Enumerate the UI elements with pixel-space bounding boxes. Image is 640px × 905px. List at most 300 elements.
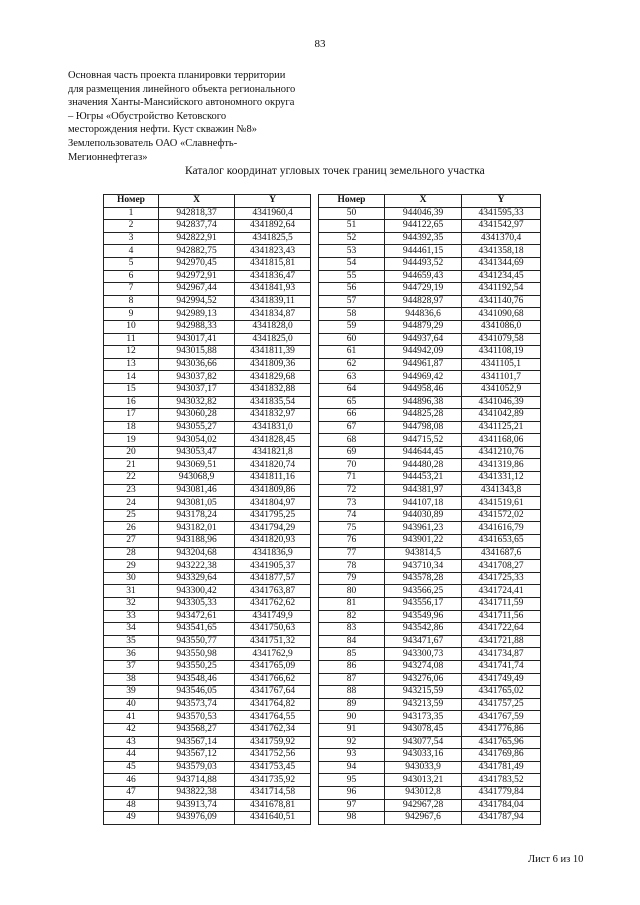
- y-coordinate: 4341749,9: [235, 610, 311, 623]
- y-coordinate: 4341572,02: [462, 509, 541, 522]
- table-row: [104, 774, 311, 787]
- table-row: [319, 497, 541, 510]
- point-number: 52: [319, 232, 385, 245]
- point-number: 81: [319, 598, 385, 611]
- x-coordinate: 942822,91: [159, 232, 235, 245]
- point-number: 49: [104, 812, 159, 825]
- point-number: 40: [104, 698, 159, 711]
- y-coordinate: 4341828,0: [235, 320, 311, 333]
- y-coordinate: 4341046,39: [462, 396, 541, 409]
- point-number: 16: [104, 396, 159, 409]
- table-row: [319, 648, 541, 661]
- point-number: 24: [104, 497, 159, 510]
- point-number: 30: [104, 572, 159, 585]
- x-coordinate: 942967,6: [385, 812, 462, 825]
- point-number: 38: [104, 673, 159, 686]
- catalog-title: Каталог координат угловых точек границ земельного участка: [185, 165, 485, 177]
- point-number: 96: [319, 786, 385, 799]
- point-number: 48: [104, 799, 159, 812]
- table-row: [319, 623, 541, 636]
- point-number: 5: [104, 257, 159, 270]
- point-number: 27: [104, 535, 159, 548]
- description-line: Землепользователь ОАО «Славнефть-: [68, 137, 238, 149]
- y-coordinate: 4341653,65: [462, 535, 541, 548]
- x-coordinate: 943188,96: [159, 535, 235, 548]
- x-coordinate: 943069,51: [159, 459, 235, 472]
- coordinates-table-right: [318, 194, 541, 825]
- x-coordinate: 942818,37: [159, 207, 235, 220]
- x-coordinate: 943222,38: [159, 560, 235, 573]
- y-coordinate: 4341820,93: [235, 535, 311, 548]
- y-coordinate: 4341815,81: [235, 257, 311, 270]
- point-number: 42: [104, 723, 159, 736]
- point-number: 1: [104, 207, 159, 220]
- table-row: [319, 635, 541, 648]
- x-coordinate: 942970,45: [159, 257, 235, 270]
- table-row: [104, 648, 311, 661]
- point-number: 43: [104, 736, 159, 749]
- table-row: [319, 522, 541, 535]
- y-coordinate: 4341781,49: [462, 761, 541, 774]
- table-row: [319, 232, 541, 245]
- point-number: 6: [104, 270, 159, 283]
- point-number: 68: [319, 434, 385, 447]
- table-row: [319, 660, 541, 673]
- x-coordinate: 943567,12: [159, 749, 235, 762]
- table-row: [319, 547, 541, 560]
- y-coordinate: 4341795,25: [235, 509, 311, 522]
- x-coordinate: 942967,28: [385, 799, 462, 812]
- table-row: [319, 711, 541, 724]
- table-row: [319, 383, 541, 396]
- table-row: [104, 207, 311, 220]
- table-row: [319, 673, 541, 686]
- point-number: 61: [319, 346, 385, 359]
- description-line: месторождения нефти. Куст скважин №8»: [68, 124, 257, 136]
- table-row: [104, 686, 311, 699]
- table-row: [104, 270, 311, 283]
- y-coordinate: 4341877,57: [235, 572, 311, 585]
- x-coordinate: 942994,52: [159, 295, 235, 308]
- table-row: [104, 598, 311, 611]
- y-coordinate: 4341762,34: [235, 723, 311, 736]
- point-number: 71: [319, 472, 385, 485]
- point-number: 14: [104, 371, 159, 384]
- x-coordinate: 944961,87: [385, 358, 462, 371]
- point-number: 32: [104, 598, 159, 611]
- y-coordinate: 4341616,79: [462, 522, 541, 535]
- y-coordinate: 4341734,87: [462, 648, 541, 661]
- y-coordinate: 4341762,9: [235, 648, 311, 661]
- x-coordinate: 943033,16: [385, 749, 462, 762]
- point-number: 64: [319, 383, 385, 396]
- point-number: 84: [319, 635, 385, 648]
- x-coordinate: 942967,44: [159, 283, 235, 296]
- table-row: [104, 472, 311, 485]
- point-number: 21: [104, 459, 159, 472]
- x-coordinate: 943173,35: [385, 711, 462, 724]
- table-row: [319, 358, 541, 371]
- y-coordinate: 4341821,8: [235, 446, 311, 459]
- table-row: [104, 711, 311, 724]
- point-number: 56: [319, 283, 385, 296]
- y-coordinate: 4341678,81: [235, 799, 311, 812]
- table-row: [104, 736, 311, 749]
- x-coordinate: 944122,65: [385, 220, 462, 233]
- x-coordinate: 943814,5: [385, 547, 462, 560]
- point-number: 83: [319, 623, 385, 636]
- y-coordinate: 4341711,59: [462, 598, 541, 611]
- x-coordinate: 943012,8: [385, 786, 462, 799]
- table-row: [104, 509, 311, 522]
- y-coordinate: 4341765,02: [462, 686, 541, 699]
- point-number: 91: [319, 723, 385, 736]
- description-line: Мегионнефтегаз»: [68, 151, 148, 163]
- x-coordinate: 944493,52: [385, 257, 462, 270]
- y-coordinate: 4341905,37: [235, 560, 311, 573]
- x-coordinate: 943550,77: [159, 635, 235, 648]
- table-row: [104, 786, 311, 799]
- table-row: [104, 484, 311, 497]
- y-coordinate: 4341749,49: [462, 673, 541, 686]
- table-row: [319, 736, 541, 749]
- x-coordinate: 944030,89: [385, 509, 462, 522]
- x-coordinate: 943054,02: [159, 434, 235, 447]
- point-number: 3: [104, 232, 159, 245]
- table-row: [104, 799, 311, 812]
- table-row: [104, 535, 311, 548]
- table-row: [319, 812, 541, 825]
- y-coordinate: 4341042,89: [462, 409, 541, 422]
- x-coordinate: 943976,09: [159, 812, 235, 825]
- point-number: 75: [319, 522, 385, 535]
- x-coordinate: 943546,05: [159, 686, 235, 699]
- point-number: 98: [319, 812, 385, 825]
- point-number: 50: [319, 207, 385, 220]
- table-row: [104, 346, 311, 359]
- table-row: [319, 371, 541, 384]
- x-coordinate: 943550,98: [159, 648, 235, 661]
- y-coordinate: 4341090,68: [462, 308, 541, 321]
- y-coordinate: 4341105,1: [462, 358, 541, 371]
- point-number: 78: [319, 560, 385, 573]
- x-coordinate: 943013,21: [385, 774, 462, 787]
- point-number: 54: [319, 257, 385, 270]
- point-number: 2: [104, 220, 159, 233]
- x-coordinate: 944381,97: [385, 484, 462, 497]
- y-coordinate: 4341765,96: [462, 736, 541, 749]
- y-coordinate: 4341542,97: [462, 220, 541, 233]
- y-coordinate: 4341769,86: [462, 749, 541, 762]
- point-number: 18: [104, 421, 159, 434]
- x-coordinate: 943204,68: [159, 547, 235, 560]
- table-row: [104, 358, 311, 371]
- sheet-counter: Лист 6 из 10: [528, 854, 584, 865]
- point-number: 13: [104, 358, 159, 371]
- table-row: [319, 560, 541, 573]
- table-row: [104, 308, 311, 321]
- point-number: 7: [104, 283, 159, 296]
- table-row: [104, 673, 311, 686]
- point-number: 33: [104, 610, 159, 623]
- point-number: 51: [319, 220, 385, 233]
- table-row: [104, 572, 311, 585]
- table-row: [104, 497, 311, 510]
- y-coordinate: 4341331,12: [462, 472, 541, 485]
- x-coordinate: 943541,65: [159, 623, 235, 636]
- y-coordinate: 4341234,45: [462, 270, 541, 283]
- y-coordinate: 4341836,47: [235, 270, 311, 283]
- y-coordinate: 4341140,76: [462, 295, 541, 308]
- point-number: 59: [319, 320, 385, 333]
- table-row: [319, 459, 541, 472]
- y-coordinate: 4341960,4: [235, 207, 311, 220]
- table-row: [319, 421, 541, 434]
- x-coordinate: 943961,23: [385, 522, 462, 535]
- x-coordinate: 944942,09: [385, 346, 462, 359]
- description-line: для размещения линейного объекта регионального: [68, 83, 296, 95]
- x-coordinate: 942837,74: [159, 220, 235, 233]
- table-row: [319, 598, 541, 611]
- point-number: 69: [319, 446, 385, 459]
- point-number: 4: [104, 245, 159, 258]
- y-coordinate: 4341835,54: [235, 396, 311, 409]
- point-number: 82: [319, 610, 385, 623]
- x-coordinate: 944937,64: [385, 333, 462, 346]
- y-coordinate: 4341828,45: [235, 434, 311, 447]
- y-coordinate: 4341784,04: [462, 799, 541, 812]
- y-coordinate: 4341725,33: [462, 572, 541, 585]
- x-coordinate: 943472,61: [159, 610, 235, 623]
- point-number: 29: [104, 560, 159, 573]
- description-line: – Югры «Обустройство Кетовского: [68, 110, 227, 122]
- table-row: [319, 774, 541, 787]
- point-number: 37: [104, 660, 159, 673]
- x-coordinate: 943033,9: [385, 761, 462, 774]
- x-coordinate: 942989,13: [159, 308, 235, 321]
- y-coordinate: 4341763,87: [235, 585, 311, 598]
- x-coordinate: 943548,46: [159, 673, 235, 686]
- table-row: [319, 509, 541, 522]
- table-row: [319, 799, 541, 812]
- table-row: [319, 333, 541, 346]
- y-coordinate: 4341779,84: [462, 786, 541, 799]
- table-row: [104, 749, 311, 762]
- y-coordinate: 4341079,58: [462, 333, 541, 346]
- point-number: 88: [319, 686, 385, 699]
- y-coordinate: 4341108,19: [462, 346, 541, 359]
- x-coordinate: 943036,66: [159, 358, 235, 371]
- x-coordinate: 943556,17: [385, 598, 462, 611]
- table-row: [104, 320, 311, 333]
- point-number: 72: [319, 484, 385, 497]
- point-number: 77: [319, 547, 385, 560]
- x-coordinate: 944046,39: [385, 207, 462, 220]
- x-coordinate: 943901,22: [385, 535, 462, 548]
- table-row: [104, 723, 311, 736]
- x-coordinate: 943077,54: [385, 736, 462, 749]
- x-coordinate: 943213,59: [385, 698, 462, 711]
- table-row: [319, 786, 541, 799]
- table-row: [104, 560, 311, 573]
- point-number: 17: [104, 409, 159, 422]
- y-coordinate: 4341101,7: [462, 371, 541, 384]
- x-coordinate: 943305,33: [159, 598, 235, 611]
- header-number: Номер: [104, 195, 159, 208]
- table-row: [104, 761, 311, 774]
- point-number: 46: [104, 774, 159, 787]
- x-coordinate: 943037,17: [159, 383, 235, 396]
- y-coordinate: 4341343,8: [462, 484, 541, 497]
- x-coordinate: 943037,82: [159, 371, 235, 384]
- y-coordinate: 4341836,9: [235, 547, 311, 560]
- x-coordinate: 943471,67: [385, 635, 462, 648]
- y-coordinate: 4341839,11: [235, 295, 311, 308]
- header-y: Y: [462, 195, 541, 208]
- y-coordinate: 4341831,0: [235, 421, 311, 434]
- table-row: [104, 396, 311, 409]
- point-number: 74: [319, 509, 385, 522]
- table-row: [104, 522, 311, 535]
- table-header-row: [104, 195, 311, 208]
- x-coordinate: 943215,59: [385, 686, 462, 699]
- y-coordinate: 4341764,55: [235, 711, 311, 724]
- point-number: 44: [104, 749, 159, 762]
- table-row: [104, 245, 311, 258]
- table-row: [104, 547, 311, 560]
- x-coordinate: 943053,47: [159, 446, 235, 459]
- table-row: [104, 371, 311, 384]
- y-coordinate: 4341192,54: [462, 283, 541, 296]
- x-coordinate: 943032,82: [159, 396, 235, 409]
- x-coordinate: 943068,9: [159, 472, 235, 485]
- table-row: [319, 207, 541, 220]
- table-row: [104, 220, 311, 233]
- x-coordinate: 943276,06: [385, 673, 462, 686]
- point-number: 87: [319, 673, 385, 686]
- y-coordinate: 4341125,21: [462, 421, 541, 434]
- x-coordinate: 943017,41: [159, 333, 235, 346]
- y-coordinate: 4341783,52: [462, 774, 541, 787]
- point-number: 63: [319, 371, 385, 384]
- y-coordinate: 4341823,43: [235, 245, 311, 258]
- point-number: 15: [104, 383, 159, 396]
- y-coordinate: 4341767,59: [462, 711, 541, 724]
- y-coordinate: 4341762,62: [235, 598, 311, 611]
- y-coordinate: 4341820,74: [235, 459, 311, 472]
- y-coordinate: 4341344,69: [462, 257, 541, 270]
- y-coordinate: 4341794,29: [235, 522, 311, 535]
- table-row: [319, 572, 541, 585]
- x-coordinate: 943710,34: [385, 560, 462, 573]
- table-row: [319, 245, 541, 258]
- y-coordinate: 4341832,88: [235, 383, 311, 396]
- table-row: [104, 635, 311, 648]
- x-coordinate: 944659,43: [385, 270, 462, 283]
- y-coordinate: 4341370,4: [462, 232, 541, 245]
- point-number: 23: [104, 484, 159, 497]
- table-row: [104, 421, 311, 434]
- table-row: [319, 409, 541, 422]
- table-row: [319, 446, 541, 459]
- table-row: [319, 396, 541, 409]
- point-number: 10: [104, 320, 159, 333]
- y-coordinate: 4341759,92: [235, 736, 311, 749]
- y-coordinate: 4341825,0: [235, 333, 311, 346]
- table-row: [104, 585, 311, 598]
- point-number: 31: [104, 585, 159, 598]
- table-row: [319, 308, 541, 321]
- table-row: [104, 383, 311, 396]
- x-coordinate: 944879,29: [385, 320, 462, 333]
- table-row: [104, 660, 311, 673]
- point-number: 8: [104, 295, 159, 308]
- point-number: 67: [319, 421, 385, 434]
- y-coordinate: 4341764,82: [235, 698, 311, 711]
- x-coordinate: 943567,14: [159, 736, 235, 749]
- table-row: [104, 409, 311, 422]
- point-number: 62: [319, 358, 385, 371]
- table-row: [319, 610, 541, 623]
- point-number: 73: [319, 497, 385, 510]
- table-row: [319, 585, 541, 598]
- table-row: [319, 270, 541, 283]
- table-row: [319, 295, 541, 308]
- x-coordinate: 943550,25: [159, 660, 235, 673]
- y-coordinate: 4341776,86: [462, 723, 541, 736]
- x-coordinate: 943549,96: [385, 610, 462, 623]
- x-coordinate: 944896,38: [385, 396, 462, 409]
- table-row: [319, 283, 541, 296]
- x-coordinate: 943578,28: [385, 572, 462, 585]
- point-number: 66: [319, 409, 385, 422]
- table-row: [104, 610, 311, 623]
- point-number: 11: [104, 333, 159, 346]
- y-coordinate: 4341751,32: [235, 635, 311, 648]
- y-coordinate: 4341687,6: [462, 547, 541, 560]
- table-row: [319, 346, 541, 359]
- y-coordinate: 4341168,06: [462, 434, 541, 447]
- y-coordinate: 4341519,61: [462, 497, 541, 510]
- y-coordinate: 4341811,16: [235, 472, 311, 485]
- x-coordinate: 944969,42: [385, 371, 462, 384]
- y-coordinate: 4341892,64: [235, 220, 311, 233]
- x-coordinate: 943015,88: [159, 346, 235, 359]
- y-coordinate: 4341766,62: [235, 673, 311, 686]
- y-coordinate: 4341832,97: [235, 409, 311, 422]
- table-row: [319, 257, 541, 270]
- x-coordinate: 944729,19: [385, 283, 462, 296]
- point-number: 12: [104, 346, 159, 359]
- x-coordinate: 943055,27: [159, 421, 235, 434]
- y-coordinate: 4341834,87: [235, 308, 311, 321]
- table-row: [319, 220, 541, 233]
- x-coordinate: 943913,74: [159, 799, 235, 812]
- point-number: 55: [319, 270, 385, 283]
- point-number: 90: [319, 711, 385, 724]
- point-number: 60: [319, 333, 385, 346]
- y-coordinate: 4341640,51: [235, 812, 311, 825]
- table-row: [104, 283, 311, 296]
- y-coordinate: 4341358,18: [462, 245, 541, 258]
- point-number: 41: [104, 711, 159, 724]
- table-row: [104, 698, 311, 711]
- x-coordinate: 944836,6: [385, 308, 462, 321]
- point-number: 34: [104, 623, 159, 636]
- point-number: 89: [319, 698, 385, 711]
- table-row: [319, 434, 541, 447]
- y-coordinate: 4341809,36: [235, 358, 311, 371]
